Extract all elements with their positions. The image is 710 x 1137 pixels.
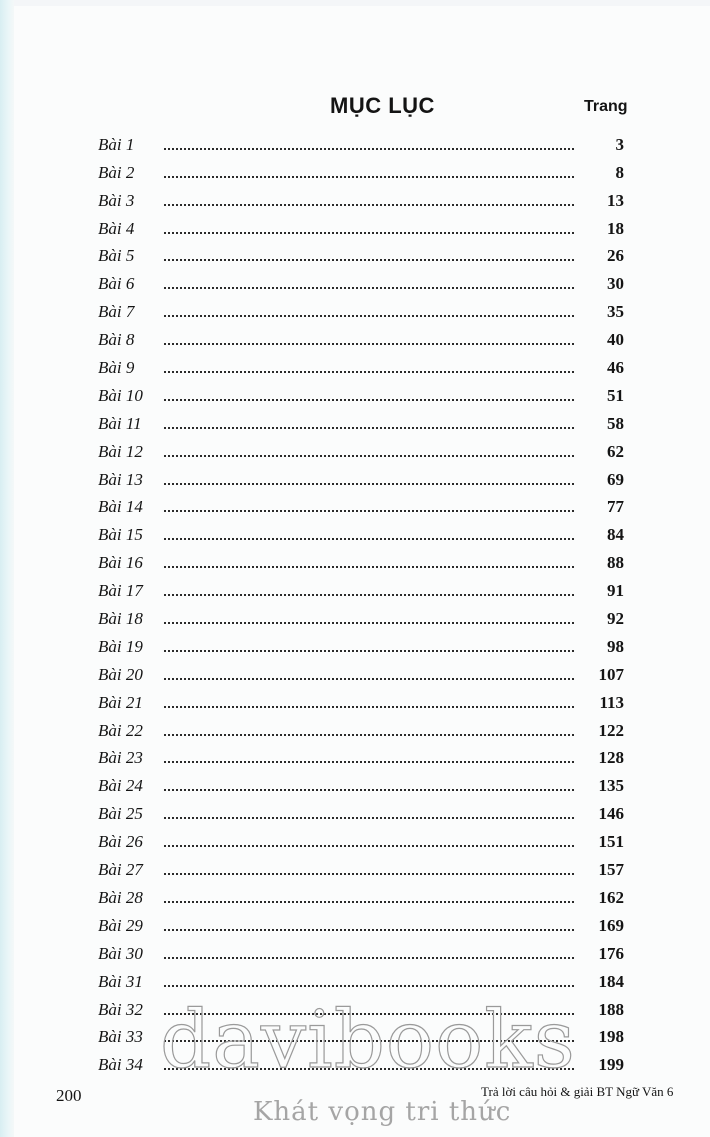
toc-entry-page: 91 — [607, 581, 624, 601]
toc-entry — [98, 406, 624, 434]
dot-leader — [164, 287, 574, 289]
dot-leader — [164, 371, 574, 373]
page-edge — [0, 0, 14, 1137]
toc-entry-label: Bài 16 — [98, 553, 143, 573]
toc-entry-label: Bài 10 — [98, 385, 143, 405]
toc-entry-label: Bài 18 — [98, 609, 143, 629]
dot-leader — [164, 622, 574, 624]
toc-entry-label: Bài 15 — [98, 525, 143, 545]
toc-entry-page: 40 — [607, 330, 624, 350]
dot-leader — [164, 566, 574, 568]
toc-entry — [98, 908, 624, 936]
toc-entry — [98, 350, 624, 378]
toc-entry-label: Bài 21 — [98, 692, 143, 712]
toc-entry-page: 51 — [607, 385, 624, 405]
toc-entry-label: Bài 5 — [98, 246, 135, 266]
toc-entry — [98, 685, 624, 713]
toc-entry — [98, 462, 624, 490]
toc-entry-page: 122 — [598, 720, 624, 740]
toc-entry-page: 30 — [607, 274, 624, 294]
toc-entry-page: 176 — [598, 943, 624, 963]
toc-entry-page: 107 — [598, 664, 624, 684]
toc-entry — [98, 322, 624, 350]
toc-entry-label: Bài 4 — [98, 218, 135, 238]
toc-entry — [98, 964, 624, 992]
toc-entry-page: 8 — [615, 162, 624, 182]
toc-entry-label: Bài 17 — [98, 581, 143, 601]
page-column-header: Trang — [584, 98, 628, 115]
table-of-contents — [98, 127, 624, 1075]
toc-entry — [98, 294, 624, 322]
page-number: 200 — [56, 1086, 82, 1105]
toc-entry-page: 135 — [598, 776, 624, 796]
dot-leader — [164, 761, 574, 763]
dot-leader — [164, 901, 574, 903]
toc-entry — [98, 573, 624, 601]
toc-entry-label: Bài 6 — [98, 274, 135, 294]
dot-leader — [164, 232, 574, 234]
toc-entry-label: Bài 20 — [98, 664, 143, 684]
toc-entry-label: Bài 34 — [98, 1055, 143, 1075]
dot-leader — [164, 204, 574, 206]
toc-entry-page: 184 — [598, 971, 624, 991]
toc-entry-label: Bài 13 — [98, 469, 143, 489]
toc-entry-page: 98 — [607, 636, 624, 656]
toc-entry-label: Bài 14 — [98, 497, 143, 517]
toc-entry-page: 77 — [607, 497, 624, 517]
toc-entry — [98, 490, 624, 518]
toc-entry-page: 146 — [598, 804, 624, 824]
toc-entry — [98, 936, 624, 964]
dot-leader — [164, 510, 574, 512]
toc-entry — [98, 796, 624, 824]
toc-entry — [98, 155, 624, 183]
toc-entry-page: 92 — [607, 609, 624, 629]
toc-entry — [98, 768, 624, 796]
toc-entry — [98, 629, 624, 657]
toc-entry-page: 3 — [615, 134, 624, 154]
toc-entry — [98, 183, 624, 211]
toc-entry — [98, 127, 624, 155]
toc-entry-page: 13 — [607, 190, 624, 210]
toc-entry — [98, 601, 624, 629]
watermark-tagline: Khát vọng tri thức — [253, 1097, 512, 1127]
toc-entry-page: 58 — [607, 413, 624, 433]
toc-entry-label: Bài 22 — [98, 720, 143, 740]
dot-leader — [164, 343, 574, 345]
toc-entry-page: 84 — [607, 525, 624, 545]
dot-leader — [164, 929, 574, 931]
toc-entry — [98, 741, 624, 769]
dot-leader — [164, 176, 574, 178]
toc-entry-page: 169 — [598, 915, 624, 935]
dot-leader — [164, 789, 574, 791]
toc-entry-label: Bài 2 — [98, 162, 135, 182]
dot-leader — [164, 985, 574, 987]
dot-leader — [164, 706, 574, 708]
toc-entry-page: 198 — [598, 1027, 624, 1047]
toc-entry-label: Bài 19 — [98, 636, 143, 656]
toc-entry-label: Bài 1 — [98, 134, 135, 154]
toc-entry — [98, 211, 624, 239]
toc-entry-page: 18 — [607, 218, 624, 238]
toc-entry — [98, 378, 624, 406]
toc-entry — [98, 517, 624, 545]
dot-leader — [164, 817, 574, 819]
toc-entry-label: Bài 26 — [98, 832, 143, 852]
toc-entry-label: Bài 25 — [98, 804, 143, 824]
toc-entry-label: Bài 33 — [98, 1027, 143, 1047]
toc-entry-page: 151 — [598, 832, 624, 852]
dot-leader — [164, 259, 574, 261]
toc-entry-label: Bài 24 — [98, 776, 143, 796]
toc-entry-label: Bài 12 — [98, 441, 143, 461]
toc-entry — [98, 880, 624, 908]
toc-entry-page: 35 — [607, 302, 624, 322]
toc-entry-label: Bài 3 — [98, 190, 135, 210]
dot-leader — [164, 455, 574, 457]
toc-entry-page: 62 — [607, 441, 624, 461]
dot-leader — [164, 594, 574, 596]
toc-entry-label: Bài 32 — [98, 999, 143, 1019]
toc-entry-label: Bài 23 — [98, 748, 143, 768]
toc-entry-label: Bài 28 — [98, 887, 143, 907]
toc-entry-label: Bài 11 — [98, 413, 142, 433]
dot-leader — [164, 678, 574, 680]
toc-entry-label: Bài 7 — [98, 302, 135, 322]
dot-leader — [164, 399, 574, 401]
toc-entry-label: Bài 9 — [98, 358, 135, 378]
dot-leader — [164, 315, 574, 317]
toc-entry-page: 188 — [598, 999, 624, 1019]
toc-entry — [98, 266, 624, 294]
toc-entry-page: 46 — [607, 358, 624, 378]
toc-entry-page: 113 — [599, 692, 624, 712]
running-footer-title: Trả lời câu hỏi & giải BT Ngữ Văn 6 — [481, 1084, 674, 1099]
toc-entry-page: 128 — [598, 748, 624, 768]
toc-entry — [98, 824, 624, 852]
watermark-logo: davibooks — [160, 993, 576, 1086]
toc-entry-page: 26 — [607, 246, 624, 266]
dot-leader — [164, 734, 574, 736]
toc-entry — [98, 434, 624, 462]
toc-title: MỤC LỤC — [330, 93, 435, 118]
dot-leader — [164, 148, 574, 150]
toc-entry-page: 199 — [598, 1055, 624, 1075]
toc-entry-label: Bài 8 — [98, 330, 135, 350]
toc-entry-page: 157 — [598, 860, 624, 880]
toc-entry — [98, 239, 624, 267]
dot-leader — [164, 483, 574, 485]
toc-entry-label: Bài 31 — [98, 971, 143, 991]
toc-entry-label: Bài 29 — [98, 915, 143, 935]
toc-entry — [98, 545, 624, 573]
dot-leader — [164, 873, 574, 875]
toc-entry-page: 88 — [607, 553, 624, 573]
toc-entry — [98, 657, 624, 685]
toc-entry-label: Bài 27 — [98, 860, 143, 880]
dot-leader — [164, 427, 574, 429]
toc-entry-page: 162 — [598, 887, 624, 907]
toc-entry — [98, 852, 624, 880]
toc-entry-label: Bài 30 — [98, 943, 143, 963]
dot-leader — [164, 845, 574, 847]
dot-leader — [164, 650, 574, 652]
toc-entry-page: 69 — [607, 469, 624, 489]
toc-entry — [98, 713, 624, 741]
dot-leader — [164, 957, 574, 959]
dot-leader — [164, 538, 574, 540]
